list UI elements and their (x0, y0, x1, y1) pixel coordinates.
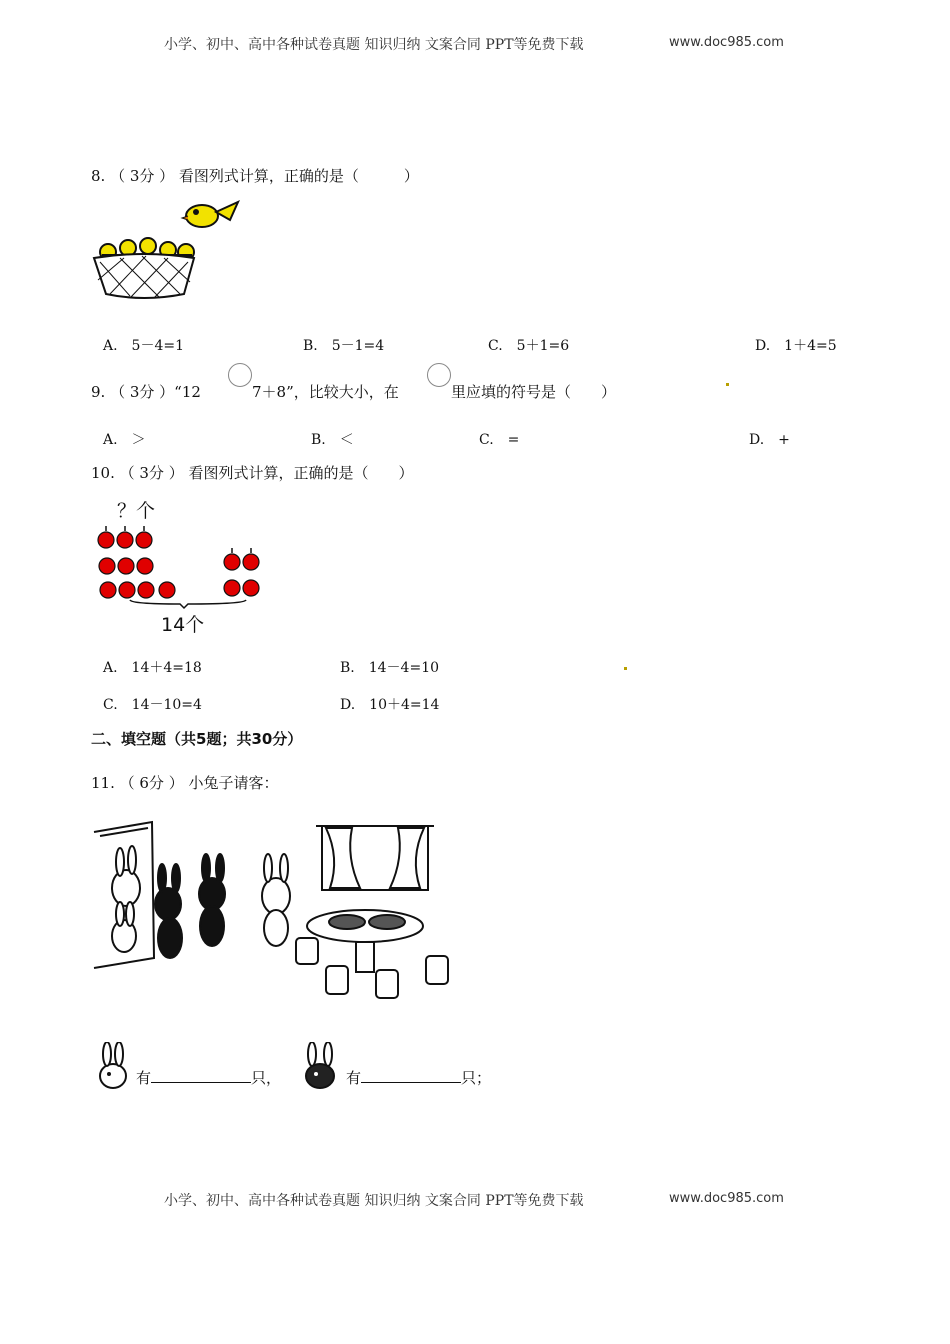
footer-text: 小学、初中、高中各种试卷真题 知识归纳 文案合同 PPT等免费下载 (164, 1193, 584, 1209)
q10-option-a[interactable]: A. 14＋4=18 (103, 660, 202, 676)
question-11-stem: 11. （ 6分 ） 小兔子请客： (91, 774, 279, 792)
black-rabbit-icon (298, 1042, 344, 1092)
q10-option-d[interactable]: D. 10＋4=14 (340, 697, 440, 713)
stray-dot (726, 383, 729, 386)
q11-rabbit-party-image (90, 818, 455, 1008)
q10-apples-image (92, 522, 267, 610)
basket-chicks-icon (94, 238, 194, 298)
header-text: 小学、初中、高中各种试卷真题 知识归纳 文案合同 PPT等免费下载 (164, 37, 584, 53)
footer-url[interactable]: www.doc985.com (669, 1191, 784, 1206)
question-10-stem: 10. （ 3分 ） 看图列式计算，正确的是（ ） (91, 464, 414, 482)
q9-option-d[interactable]: D. + (749, 432, 790, 448)
q10-figure-total-label: 14个 (161, 614, 205, 636)
white-rabbit-icon (93, 1042, 135, 1092)
header-url[interactable]: www.doc985.com (669, 35, 784, 50)
q8-option-b[interactable]: B. 5－1=4 (303, 338, 385, 354)
brace-icon (130, 600, 246, 608)
q9-option-b[interactable]: B. ＜ (311, 432, 354, 448)
question-9-stem-part1: 9. （ 3分 ）“12 (91, 383, 201, 401)
q9-option-a[interactable]: A. ＞ (103, 432, 146, 448)
unit-label: 只； (461, 1069, 492, 1087)
have-label: 有 (136, 1069, 152, 1087)
q9-option-c[interactable]: C. = (479, 432, 520, 448)
black-rabbit-count-blank[interactable] (361, 1068, 461, 1083)
apple-group-icon (98, 532, 259, 598)
unit-label: 只， (251, 1069, 282, 1087)
comparison-circle-reference (427, 363, 451, 387)
q10-option-b[interactable]: B. 14－4=10 (340, 660, 440, 676)
comparison-circle-blank[interactable] (228, 363, 252, 387)
question-9-stem-part3: 里应填的符号是（ ） (451, 383, 617, 401)
q10-option-c[interactable]: C. 14－10=4 (103, 697, 202, 713)
question-9-stem-part2: 7＋8”，比较大小，在 (252, 383, 399, 401)
q8-option-c[interactable]: C. 5＋1=6 (488, 338, 570, 354)
q8-option-a[interactable]: A. 5－4=1 (103, 338, 185, 354)
question-8-stem: 8. （ 3分 ） 看图列式计算，正确的是（ ） (91, 167, 419, 185)
stray-dot (624, 667, 627, 670)
have-label: 有 (346, 1069, 362, 1087)
white-rabbit-count-blank[interactable] (151, 1068, 251, 1083)
q8-option-d[interactable]: D. 1＋4=5 (755, 338, 837, 354)
q10-figure-unknown-label: ？个 (117, 500, 156, 522)
q11-answer-line-1 (136, 1067, 281, 1088)
flying-chick-icon (182, 202, 238, 227)
section-2-title: 二、填空题（共5题；共30分） (91, 730, 303, 748)
q8-basket-chicks-image (90, 196, 250, 304)
q11-answer-line-2 (346, 1067, 491, 1088)
black-rabbit-icon (155, 854, 225, 958)
